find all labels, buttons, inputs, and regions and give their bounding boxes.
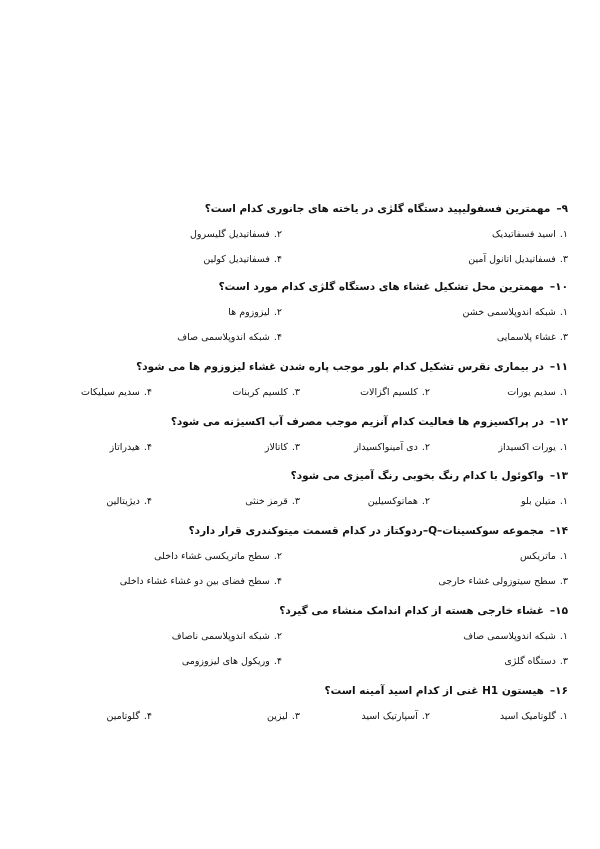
option-4[interactable]: ۴.فسفاتیدیل کولین: [203, 254, 282, 265]
option-1[interactable]: ۱.گلوتامیک اسید: [499, 711, 568, 722]
option-4[interactable]: ۴.سدیم سیلیکات: [81, 387, 152, 398]
question-11: [48, 360, 568, 374]
option-3[interactable]: ۳.دستگاه گلژی: [504, 656, 568, 667]
question-10: [48, 280, 568, 294]
option-4[interactable]: ۴.سطح فضای بین دو غشاء غشاء داخلی: [119, 576, 282, 587]
option-3[interactable]: ۳.غشاء پلاسمایی: [496, 332, 568, 343]
question-title: ۱۵–غشاء خارجی هسته از کدام اندامک منشاء می گیرد؟: [279, 605, 568, 617]
option-1[interactable]: ۱.یورات اکسیداز: [498, 442, 568, 453]
question-9: [48, 202, 568, 216]
option-2[interactable]: ۲.سطح ماتریکسی غشاء داخلی: [154, 551, 282, 562]
option-4[interactable]: ۴.گلوتامین: [106, 711, 152, 722]
option-2[interactable]: ۲.فسفاتیدیل گلیسرول: [190, 229, 282, 240]
option-2[interactable]: ۲.آسپارتیک اسید: [361, 711, 430, 722]
question-title: ۱۳–واکوئول با کدام رنگ بخوبی رنگ آمیزی می شود؟: [290, 470, 568, 482]
question-16: [48, 684, 568, 698]
question-title: ۱۱–در بیماری نقرس تشکیل کدام بلور موجب پاره شدن غشاء لیزوزوم ها می شود؟: [136, 361, 568, 373]
question-13: [48, 469, 568, 483]
question-title: ۱۰–مهمترین محل تشکیل غشاء های دستگاه گلژی کدام مورد است؟: [218, 281, 568, 293]
option-3[interactable]: ۳.کلسیم کربنات: [232, 387, 300, 398]
question-15: [48, 604, 568, 618]
option-3[interactable]: ۳.کاتالاز: [264, 442, 300, 453]
option-3[interactable]: ۳.سطح سیتوزولی غشاء خارجی: [438, 576, 568, 587]
option-1[interactable]: ۱.شبکه اندوپلاسمی خشن: [462, 307, 568, 318]
option-2[interactable]: ۲.کلسیم اگزالات: [360, 387, 430, 398]
option-2[interactable]: ۲.دی آمینواکسیداز: [354, 442, 430, 453]
question-14: [48, 524, 568, 538]
option-4[interactable]: ۴.شبکه اندوپلاسمی صاف: [177, 332, 282, 343]
question-title: ۱۲–در پراکسیزوم ها فعالیت کدام آنزیم موجب مصرف آب اکسیژنه می شود؟: [170, 416, 568, 428]
option-4[interactable]: ۴.دیژیتالین: [106, 496, 152, 507]
question-title: ۹–مهمترین فسفولیپید دستگاه گلژی در یاخته های جانوری کدام است؟: [204, 203, 568, 215]
question-title: ۱۶–هیستون H1 غنی از کدام اسید آمینه است؟: [324, 685, 568, 697]
option-4[interactable]: ۴.وریکول های لیزوزومی: [181, 656, 282, 667]
option-1[interactable]: ۱.سدیم یورات: [507, 387, 568, 398]
option-1[interactable]: ۱.ماتریکس: [519, 551, 568, 562]
option-3[interactable]: ۳.قرمز خنثی: [245, 496, 300, 507]
question-12: [48, 415, 568, 429]
option-1[interactable]: ۱.متیلن بلو: [520, 496, 568, 507]
option-1[interactable]: ۱.اسید فسفاتیدیک: [492, 229, 568, 240]
option-2[interactable]: ۲.هماتوکسیلین: [367, 496, 430, 507]
option-2[interactable]: ۲.لیزوزوم ها: [228, 307, 282, 318]
option-4[interactable]: ۴.هیدراتاز: [109, 442, 152, 453]
option-3[interactable]: ۳.فسفاتیدیل اتانول آمین: [468, 254, 568, 265]
question-title: ۱۴–مجموعه سوکسینات–Q–ردوکتاز در کدام قسمت میتوکندری قرار دارد؟: [188, 525, 568, 537]
option-3[interactable]: ۳.لیزین: [266, 711, 300, 722]
option-2[interactable]: ۲.شبکه اندوپلاسمی ناصاف: [171, 631, 282, 642]
option-1[interactable]: ۱.شبکه اندوپلاسمی صاف: [463, 631, 568, 642]
